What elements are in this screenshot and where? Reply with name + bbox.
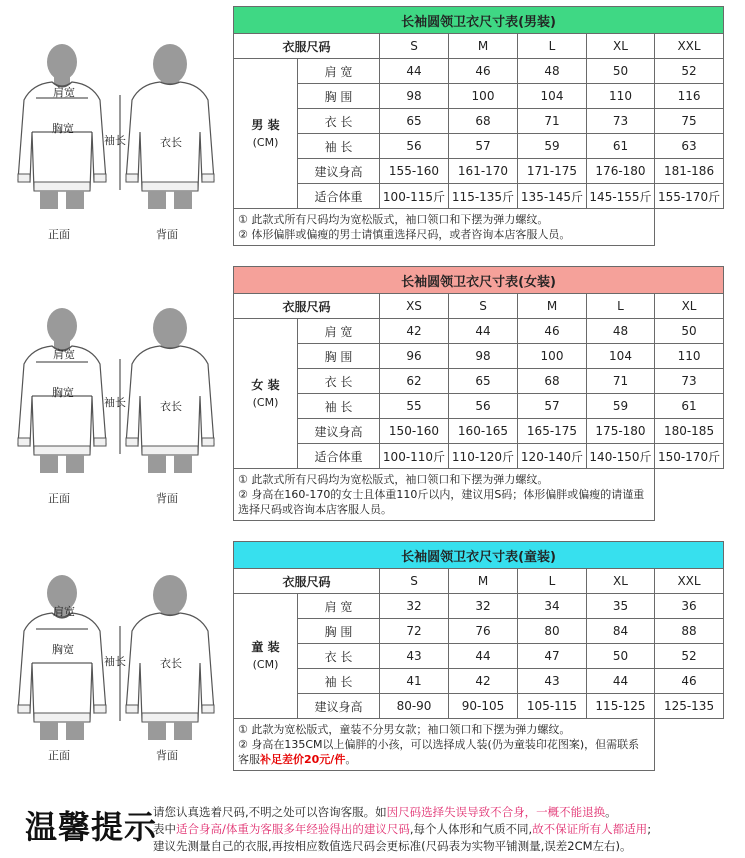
size-label: 衣服尺码 (234, 294, 380, 319)
table-row (234, 394, 724, 419)
row-label: 胸 围 (298, 344, 380, 369)
length-label: 衣长 (160, 400, 182, 413)
table-cell: 57 (518, 394, 587, 419)
table-cell: 50 (587, 644, 655, 669)
size-s: S (380, 569, 449, 594)
kids-figures (0, 541, 232, 787)
men-size-table (233, 6, 724, 246)
chest-label: 胸宽 (52, 386, 74, 399)
table-cell: 47 (518, 644, 587, 669)
table-cell: 50 (655, 319, 724, 344)
front-label: 正面 (48, 749, 70, 762)
table-cell: 115-125 (587, 694, 655, 719)
table-cell: 43 (380, 644, 449, 669)
length-label: 衣长 (160, 657, 182, 670)
chest-label: 胸宽 (52, 643, 74, 656)
tip-line-3: 建议先测量自己的衣服,再按相应数值选尺码会更标准(尺码表为实物平铺测量,误差2CM左右)。 (153, 839, 632, 853)
size-xxl: XXL (655, 569, 724, 594)
table-cell: 52 (655, 644, 724, 669)
table-cell: 180-185 (655, 419, 724, 444)
back-label: 背面 (156, 492, 178, 505)
table-row (234, 669, 724, 694)
row-label: 衣 长 (298, 109, 380, 134)
row-label: 衣 长 (298, 644, 380, 669)
kids-title: 长袖圆领卫衣尺寸表(童装) (234, 542, 724, 569)
kids-section (0, 541, 745, 787)
table-cell: 125-135 (655, 694, 724, 719)
table-cell: 65 (449, 369, 518, 394)
table-cell: 104 (518, 84, 587, 109)
table-cell: 76 (449, 619, 518, 644)
men-section (0, 6, 745, 258)
size-l: L (587, 294, 655, 319)
table-cell: 90-105 (449, 694, 518, 719)
table-cell: 61 (655, 394, 724, 419)
shoulder-label: 肩宽 (53, 86, 75, 99)
table-row (234, 184, 724, 209)
table-cell: 171-175 (518, 159, 587, 184)
row-label: 胸 围 (298, 619, 380, 644)
front-label: 正面 (48, 492, 70, 505)
table-cell: 68 (518, 369, 587, 394)
table-cell: 44 (587, 669, 655, 694)
table-cell: 48 (587, 319, 655, 344)
size-s: S (449, 294, 518, 319)
table-row (234, 59, 724, 84)
table-row (234, 644, 724, 669)
category-cell: 童 装 (CM) (234, 594, 298, 719)
size-xl: XL (587, 34, 655, 59)
size-s: S (380, 34, 449, 59)
row-label: 衣 长 (298, 369, 380, 394)
table-cell: 44 (449, 319, 518, 344)
front-label: 正面 (48, 228, 70, 241)
table-cell: 176-180 (587, 159, 655, 184)
women-size-table (233, 266, 724, 521)
table-cell: 100-115斤 (380, 184, 449, 209)
row-label: 袖 长 (298, 134, 380, 159)
table-cell: 98 (449, 344, 518, 369)
row-label: 建议身高 (298, 159, 380, 184)
table-cell: 73 (587, 109, 655, 134)
table-cell: 32 (380, 594, 449, 619)
table-cell: 46 (518, 319, 587, 344)
table-cell: 96 (380, 344, 449, 369)
kids-size-table (233, 541, 724, 771)
table-cell: 34 (518, 594, 587, 619)
tip-line-1: 请您认真选着尺码,不明之处可以咨询客服。如因尺码选择失误导致不合身，一概不能退换。 (153, 805, 617, 819)
table-cell: 71 (518, 109, 587, 134)
size-xl: XL (587, 569, 655, 594)
table-cell: 42 (380, 319, 449, 344)
table-row (234, 134, 724, 159)
table-cell: 110 (587, 84, 655, 109)
chest-label: 胸宽 (52, 122, 74, 135)
table-cell: 100 (518, 344, 587, 369)
table-cell: 135-145斤 (518, 184, 587, 209)
table-cell: 59 (518, 134, 587, 159)
tip-logo: 温馨提示 (25, 808, 158, 846)
table-cell: 46 (449, 59, 518, 84)
shoulder-label: 肩宽 (53, 605, 75, 618)
table-cell: 88 (655, 619, 724, 644)
table-cell: 165-175 (518, 419, 587, 444)
sleeve-label: 袖长 (104, 655, 126, 668)
table-row (234, 159, 724, 184)
size-xs: XS (380, 294, 449, 319)
table-cell: 73 (655, 369, 724, 394)
table-row (234, 109, 724, 134)
row-label: 袖 长 (298, 394, 380, 419)
table-cell: 84 (587, 619, 655, 644)
table-cell: 105-115 (518, 694, 587, 719)
table-cell: 140-150斤 (587, 444, 655, 469)
table-cell: 68 (449, 109, 518, 134)
table-cell: 181-186 (655, 159, 724, 184)
table-row (234, 594, 724, 619)
length-label: 衣长 (160, 136, 182, 149)
table-cell: 50 (587, 59, 655, 84)
table-row (234, 419, 724, 444)
table-row (234, 619, 724, 644)
table-cell: 155-170斤 (655, 184, 724, 209)
table-cell: 56 (449, 394, 518, 419)
table-cell: 120-140斤 (518, 444, 587, 469)
table-row (234, 344, 724, 369)
table-cell: 44 (449, 644, 518, 669)
row-label: 肩 宽 (298, 594, 380, 619)
table-cell: 57 (449, 134, 518, 159)
men-figures (0, 6, 232, 258)
size-m: M (449, 34, 518, 59)
table-cell: 98 (380, 84, 449, 109)
kids-notes: ① 此款为宽松版式，童装不分男女款；袖口领口和下摆为弹力螺纹。 ② 身高在135CM以上偏胖的小孩，可以选择成人装(仍为童装印花图案)，但需联系客服补足差价20元/件。 (234, 719, 655, 771)
back-figure-icon (110, 304, 230, 479)
table-cell: 100-110斤 (380, 444, 449, 469)
table-cell: 43 (518, 669, 587, 694)
table-cell: 59 (587, 394, 655, 419)
women-notes: ① 此款式所有尺码均为宽松版式，袖口领口和下摆为弹力螺纹。 ② 身高在160-170的女士且体重110斤以内，建议用S码；体形偏胖或偏瘦的请谨重选择尺码或咨询本店客服人员。 (234, 469, 655, 521)
table-cell: 104 (587, 344, 655, 369)
table-row (234, 369, 724, 394)
table-cell: 55 (380, 394, 449, 419)
table-cell: 161-170 (449, 159, 518, 184)
table-cell: 155-160 (380, 159, 449, 184)
table-cell: 160-165 (449, 419, 518, 444)
tip-section (0, 794, 745, 858)
table-cell: 116 (655, 84, 724, 109)
size-xl: XL (655, 294, 724, 319)
row-label: 肩 宽 (298, 59, 380, 84)
table-cell: 71 (587, 369, 655, 394)
shoulder-label: 肩宽 (53, 348, 75, 361)
row-label: 肩 宽 (298, 319, 380, 344)
row-label: 建议身高 (298, 694, 380, 719)
table-cell: 56 (380, 134, 449, 159)
back-label: 背面 (156, 749, 178, 762)
table-cell: 100 (449, 84, 518, 109)
table-cell: 150-170斤 (655, 444, 724, 469)
table-cell: 150-160 (380, 419, 449, 444)
table-cell: 63 (655, 134, 724, 159)
men-title: 长袖圆领卫衣尺寸表(男装) (234, 7, 724, 34)
table-cell: 44 (380, 59, 449, 84)
sleeve-label: 袖长 (104, 134, 126, 147)
table-cell: 80 (518, 619, 587, 644)
men-notes: ① 此款式所有尺码均为宽松版式，袖口领口和下摆为弹力螺纹。 ② 体形偏胖或偏瘦的男士请慎重选择尺码，或者咨询本店客服人员。 (234, 209, 655, 246)
table-cell: 110-120斤 (449, 444, 518, 469)
table-cell: 41 (380, 669, 449, 694)
table-cell: 32 (449, 594, 518, 619)
category-cell: 女 装 (CM) (234, 319, 298, 469)
row-label: 袖 长 (298, 669, 380, 694)
size-m: M (518, 294, 587, 319)
table-row (234, 694, 724, 719)
back-figure-icon (110, 40, 230, 215)
size-m: M (449, 569, 518, 594)
size-l: L (518, 569, 587, 594)
table-row (234, 444, 724, 469)
table-cell: 52 (655, 59, 724, 84)
table-cell: 80-90 (380, 694, 449, 719)
sleeve-label: 袖长 (104, 396, 126, 409)
table-cell: 46 (655, 669, 724, 694)
tip-text (153, 804, 743, 855)
table-cell: 48 (518, 59, 587, 84)
table-cell: 61 (587, 134, 655, 159)
table-cell: 110 (655, 344, 724, 369)
table-cell: 62 (380, 369, 449, 394)
size-label: 衣服尺码 (234, 569, 380, 594)
table-cell: 42 (449, 669, 518, 694)
back-label: 背面 (156, 228, 178, 241)
women-section (0, 266, 745, 532)
women-title: 长袖圆领卫衣尺寸表(女装) (234, 267, 724, 294)
table-cell: 115-135斤 (449, 184, 518, 209)
table-cell: 65 (380, 109, 449, 134)
table-cell: 145-155斤 (587, 184, 655, 209)
table-cell: 75 (655, 109, 724, 134)
table-cell: 175-180 (587, 419, 655, 444)
table-cell: 72 (380, 619, 449, 644)
table-row (234, 319, 724, 344)
row-label: 适合体重 (298, 444, 380, 469)
table-cell: 36 (655, 594, 724, 619)
tip-line-2: 表中适合身高/体重为客服多年经验得出的建议尺码,每个人体形和气质不同,故不保证所有人都适用; (153, 822, 652, 836)
women-figures (0, 266, 232, 532)
row-label: 建议身高 (298, 419, 380, 444)
size-xxl: XXL (655, 34, 724, 59)
row-label: 适合体重 (298, 184, 380, 209)
table-row (234, 84, 724, 109)
size-l: L (518, 34, 587, 59)
row-label: 胸 围 (298, 84, 380, 109)
category-cell: 男 装 (CM) (234, 59, 298, 209)
size-label: 衣服尺码 (234, 34, 380, 59)
table-cell: 35 (587, 594, 655, 619)
